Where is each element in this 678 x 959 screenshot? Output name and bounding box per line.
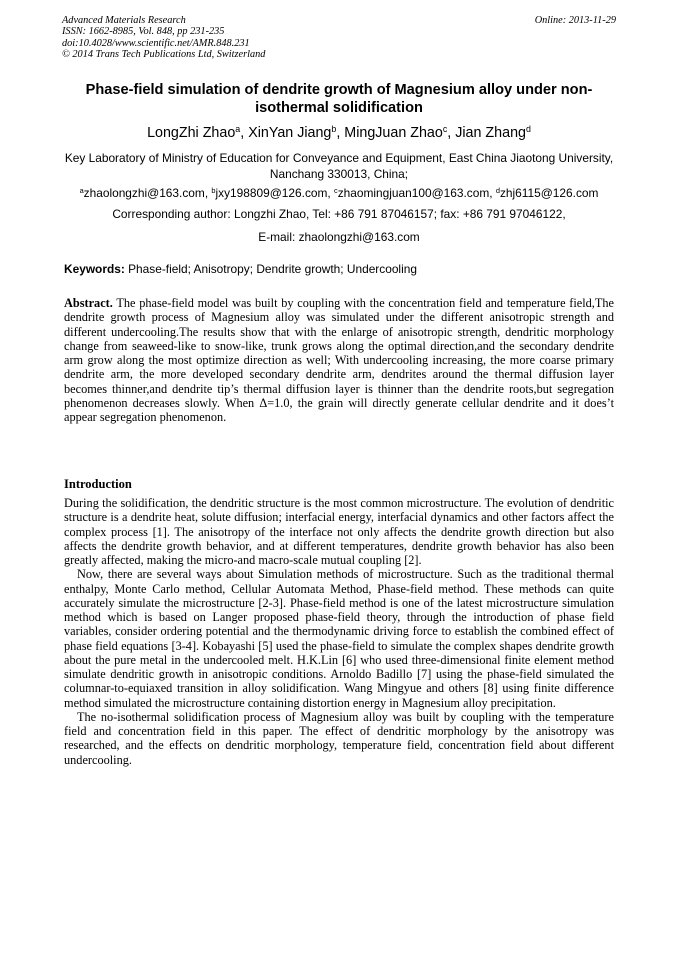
author-name: MingJuan Zhao <box>344 125 443 141</box>
journal-copyright: © 2014 Trans Tech Publications Ltd, Switzerland <box>62 49 266 61</box>
email-affil-mark: d <box>495 185 500 195</box>
introduction-body <box>64 496 614 767</box>
author-affil-mark: c <box>442 124 448 135</box>
email-separator: , <box>204 186 212 200</box>
author-separator: , <box>240 125 249 141</box>
email-affil-mark: a <box>79 185 84 195</box>
author-affil-mark: d <box>525 124 531 135</box>
author-name: XinYan Jiang <box>248 125 332 141</box>
abstract-label: Abstract. <box>64 296 113 310</box>
paragraph: The no-isothermal solidification process of Magnesium alloy was built by coupling with the temperature field and concentration field in this paper. The effect of dendritic morphology by the anisotropy was researched, and the effects on dendritic morphology, temperature field, concentration field about different undercooling. <box>64 709 614 767</box>
author-affil-mark: b <box>331 124 337 135</box>
keywords-text: Phase-field; Anisotropy; Dendrite growth; Undercooling <box>128 262 417 276</box>
paragraph: During the solidification, the dendritic structure is the most common microstructure. The evolution of dendritic structure is a dendrite heat, solute diffusion; interfacial energy, interfacial dynamics and other factors affect the complex process [1]. The anisotropy of the interface not only affects the dendrite growth direction but also affects the dendrite growth behavior, and at different temperatures, dendrite growth behavior has also been greatly affected, making the micro-and macro-scale mutual coupling [2]. <box>64 496 614 567</box>
abstract-text: The phase-field model was built by coupling with the concentration field and temperature field,The dendrite growth process of Magnesium alloy was simulated under the different anisotropic strength and different undercooling.The results show that with the enlarge of anisotropic strength, dendritic morphology change from seaweed-like to snow-like, trunk grows along the optimal direction,and the secondary dendrite arm grow along the most optimize direction as well; With undercooling increasing, the more coarse primary dendrite arm, the more developed secondary dendrite arm, dendrites around the thermal diffusion layer becomes thinner,and dendrite tip’s thermal diffusion layer is thinner than the dendrite roots,but segregation phenomenon decreases slowly. When Δ=1.0, the grain will directly generate cellular dendrite and it does’t appear segregation phenomenon. <box>64 296 615 425</box>
email-affil-mark: b <box>211 185 216 195</box>
section-heading-introduction: Introduction <box>64 477 132 491</box>
journal-doi: doi:10.4028/www.scientific.net/AMR.848.231 <box>62 37 250 49</box>
corresponding-email[interactable]: E-mail: zhaolongzhi@163.com <box>258 230 420 244</box>
keywords <box>64 262 616 277</box>
keywords-label: Keywords: <box>64 262 125 276</box>
journal-name: Advanced Materials Research <box>62 15 186 26</box>
author-list <box>62 123 616 143</box>
author-emails <box>62 186 616 201</box>
online-date: Online: 2013-11-29 <box>534 15 616 26</box>
journal-issn: ISSN: 1662-8985, Vol. 848, pp 231-235 <box>62 26 225 38</box>
journal-header <box>62 15 616 61</box>
email-separator: , <box>489 186 496 200</box>
author-separator: , <box>336 125 345 141</box>
author-email[interactable]: zhaomingjuan100@163.com <box>337 186 490 200</box>
affiliation: Key Laboratory of Ministry of Education for Conveyance and Equipment, East China Jiaotong University, Nanchang 330013, China; <box>64 151 614 181</box>
author-email[interactable]: zhj6115@126.com <box>499 186 599 200</box>
author-affil-mark: a <box>235 124 241 135</box>
author-email[interactable]: zhaolongzhi@163.com <box>83 186 205 200</box>
author-name: Jian Zhang <box>455 125 526 141</box>
author-separator: , <box>447 125 456 141</box>
paragraph: Now, there are several ways about Simulation methods of microstructure. Such as the traditional thermal enthalpy, Monte Carlo method, Cellular Automata Method, Phase-field method. These methods can quite accurately simulate the microstructure [2-3]. Phase-field method is one of the latest microstructure simulation method which is based on Langer proposed phase-field theory, through the introduction of phase field variables, consider ordering potential and the thermodynamic driving force to establish the combined effect of phase field equations [3-4]. Kobayashi [5] used the phase-field to simulate the complex shapes dendrite growth about the pure metal in the undercooled melt. H.K.Lin [6] who used three-dimensional finite element method simulate dendritic growth in anisotropic conditions. Arnoldo Badillo [7] using the phase-field simulated the columnar-to-equiaxed transition in alloy solidification. Wang Mingyue and others [8] using finite difference method simulated the microstructure containing distortion energy in Magnesium alloy precipitation. <box>64 567 614 710</box>
abstract <box>64 296 614 425</box>
corresponding-author: Corresponding author: Longzhi Zhao, Tel: +86 791 87046157; fax: +86 791 97046122, <box>112 207 566 221</box>
paper-title: Phase-field simulation of dendrite growth of Magnesium alloy under non-isothermal solidification <box>85 82 593 116</box>
author-email[interactable]: jxy198809@126.com <box>215 186 328 200</box>
author-name: LongZhi Zhao <box>147 125 236 141</box>
email-separator: , <box>327 186 335 200</box>
email-affil-mark: c <box>334 185 338 195</box>
